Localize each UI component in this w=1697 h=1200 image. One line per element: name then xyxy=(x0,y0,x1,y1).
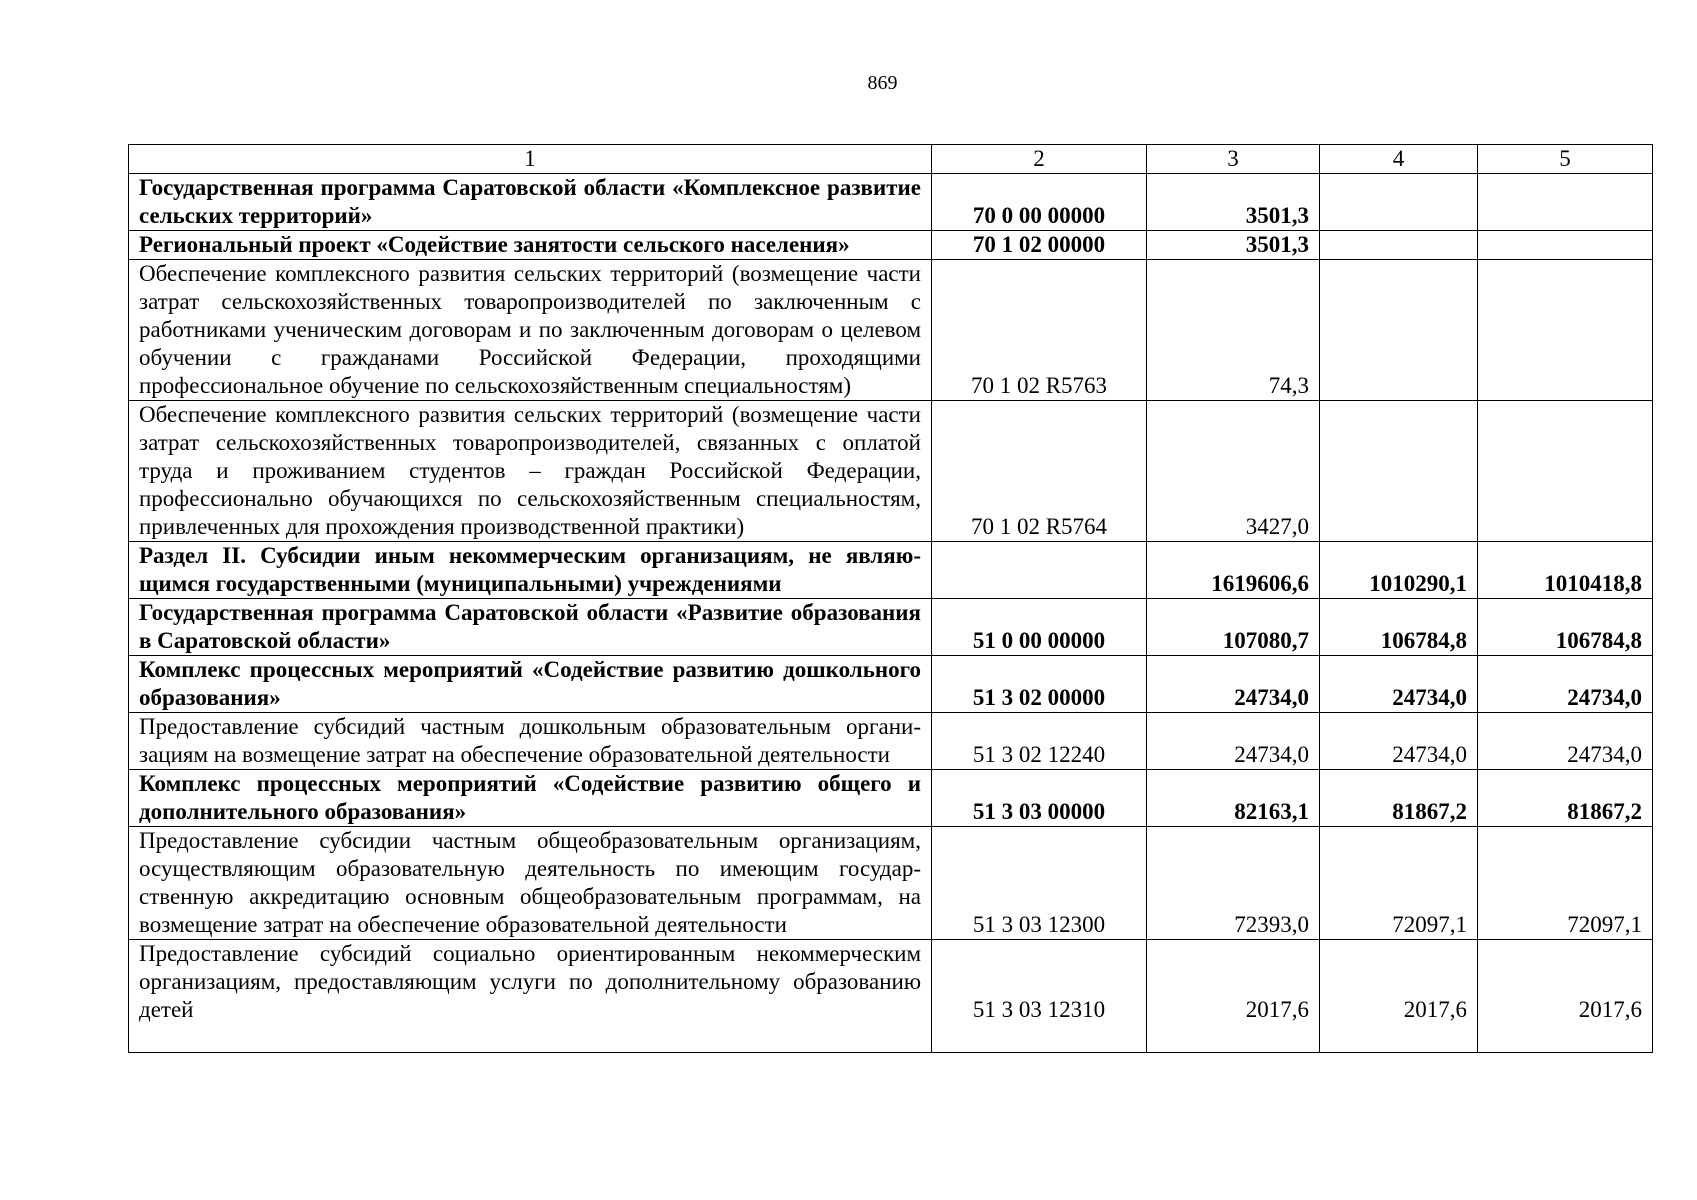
row-value-5-cell: 81867,2 xyxy=(1478,770,1653,827)
row-code-cell xyxy=(932,542,1147,599)
table-row xyxy=(129,940,1653,1053)
table-row xyxy=(129,542,1653,599)
column-header-2: 2 xyxy=(932,145,1147,174)
row-value-3-cell: 24734,0 xyxy=(1147,713,1320,770)
row-value-5-cell xyxy=(1478,401,1653,542)
row-value-5-cell: 1010418,8 xyxy=(1478,542,1653,599)
row-code-cell: 51 0 00 00000 xyxy=(932,599,1147,656)
row-value-4-cell xyxy=(1320,174,1478,231)
row-value-4-cell: 72097,1 xyxy=(1320,827,1478,940)
row-value-3-cell: 2017,6 xyxy=(1147,940,1320,1053)
row-value-3-cell: 74,3 xyxy=(1147,260,1320,401)
row-value-3-cell: 24734,0 xyxy=(1147,656,1320,713)
page-number: 869 xyxy=(867,72,898,94)
table-row xyxy=(129,231,1653,260)
row-value-3-cell: 1619606,6 xyxy=(1147,542,1320,599)
row-value-4-cell: 1010290,1 xyxy=(1320,542,1478,599)
table-row xyxy=(129,770,1653,827)
row-value-5-cell: 24734,0 xyxy=(1478,713,1653,770)
column-header-row xyxy=(129,145,1653,174)
row-value-3-cell: 107080,7 xyxy=(1147,599,1320,656)
table-row xyxy=(129,713,1653,770)
row-value-5-cell xyxy=(1478,260,1653,401)
row-code-cell: 70 0 00 00000 xyxy=(932,174,1147,231)
row-name-cell: Обеспечение комплексного развития сельских территорий (возмещение части затрат сельскохозяйственных товаропроизводителей, связанных с оплатой труда и проживанием студентов – граждан Российской Федерации, профессионально обучающихся по сельскохозяйственным специальностям, привлеченных для прохождения производственной практики) xyxy=(129,401,932,542)
row-value-4-cell xyxy=(1320,401,1478,542)
row-value-5-cell: 72097,1 xyxy=(1478,827,1653,940)
row-value-4-cell: 24734,0 xyxy=(1320,713,1478,770)
row-value-4-cell: 81867,2 xyxy=(1320,770,1478,827)
table-row xyxy=(129,827,1653,940)
row-value-4-cell xyxy=(1320,260,1478,401)
table-row xyxy=(129,260,1653,401)
row-value-5-cell xyxy=(1478,174,1653,231)
row-value-3-cell: 3501,3 xyxy=(1147,174,1320,231)
row-name-cell: Обеспечение комплексного развития сельских территорий (возмещение части затрат сельскохозяйственных товаропроизводителей по заключенным с работниками ученическим договорам и по заключенным договорам о целевом обучении с гражданами Российской Федерации, проходящими профессиональное обучение по сельскохозяйственным специальностям) xyxy=(129,260,932,401)
table-row xyxy=(129,599,1653,656)
row-value-3-cell: 3427,0 xyxy=(1147,401,1320,542)
row-code-cell: 51 3 03 12310 xyxy=(932,940,1147,1053)
row-value-5-cell xyxy=(1478,231,1653,260)
budget-table-body xyxy=(129,145,1653,1053)
row-value-4-cell: 2017,6 xyxy=(1320,940,1478,1053)
row-value-4-cell: 106784,8 xyxy=(1320,599,1478,656)
row-code-cell: 70 1 02 R5764 xyxy=(932,401,1147,542)
row-name-cell: Комплекс процессных мероприятий «Содействие развитию дошкольного образования» xyxy=(129,656,932,713)
budget-table xyxy=(128,144,1653,1053)
row-name-cell: Предоставление субсидий частным дошкольным образовательным организациям на возмещение затрат на обеспечение образовательной деятельности xyxy=(129,713,932,770)
table-row xyxy=(129,174,1653,231)
row-name-cell: Предоставление субсидий социально ориентированным некоммерческим организациям, предоставляющим услуги по дополнительному образованию детей xyxy=(129,940,932,1053)
table-row xyxy=(129,401,1653,542)
row-bottom-spacer xyxy=(139,1024,921,1052)
row-value-3-cell: 72393,0 xyxy=(1147,827,1320,940)
row-value-4-cell: 24734,0 xyxy=(1320,656,1478,713)
row-value-4-cell xyxy=(1320,231,1478,260)
row-code-cell: 70 1 02 R5763 xyxy=(932,260,1147,401)
column-header-3: 3 xyxy=(1147,145,1320,174)
row-value-5-cell: 2017,6 xyxy=(1478,940,1653,1053)
row-name-cell: Региональный проект «Содействие занятости сельского населения» xyxy=(129,231,932,260)
row-name-cell: Комплекс процессных мероприятий «Содействие развитию общего и дополнительного образования» xyxy=(129,770,932,827)
row-code-cell: 51 3 02 12240 xyxy=(932,713,1147,770)
row-value-5-cell: 24734,0 xyxy=(1478,656,1653,713)
column-header-1: 1 xyxy=(129,145,932,174)
row-name-cell: Государственная программа Саратовской области «Комплексное развитие сельских территорий» xyxy=(129,174,932,231)
row-name-cell: Предоставление субсидии частным общеобразовательным организациям, осуществляющим образовательную деятельность по имеющим государственную аккредитацию основным общеобразовательным программам, на возмещение затрат на обеспечение образовательной деятельности xyxy=(129,827,932,940)
row-value-3-cell: 3501,3 xyxy=(1147,231,1320,260)
row-name-cell: Государственная программа Саратовской области «Развитие образования в Саратовской области» xyxy=(129,599,932,656)
row-code-cell: 51 3 03 00000 xyxy=(932,770,1147,827)
column-header-5: 5 xyxy=(1478,145,1653,174)
row-code-cell: 70 1 02 00000 xyxy=(932,231,1147,260)
row-name-cell: Раздел II. Субсидии иным некоммерческим организациям, не являющимся государственными (муниципальными) учреждениями xyxy=(129,542,932,599)
row-code-cell: 51 3 02 00000 xyxy=(932,656,1147,713)
row-code-cell: 51 3 03 12300 xyxy=(932,827,1147,940)
row-value-3-cell: 82163,1 xyxy=(1147,770,1320,827)
row-value-5-cell: 106784,8 xyxy=(1478,599,1653,656)
column-header-4: 4 xyxy=(1320,145,1478,174)
table-row xyxy=(129,656,1653,713)
